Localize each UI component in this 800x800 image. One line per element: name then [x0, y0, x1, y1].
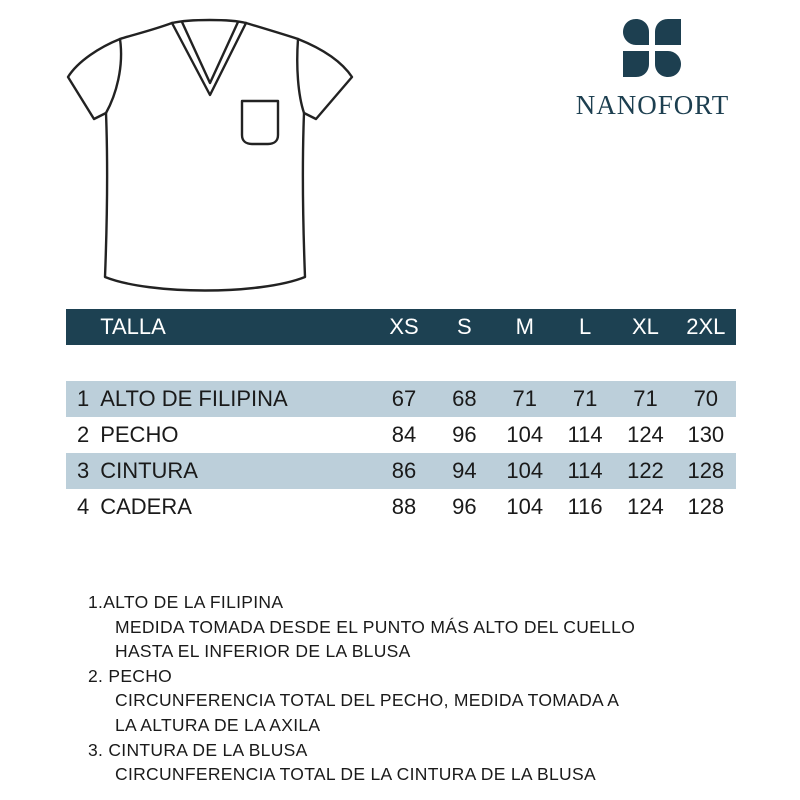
row-value: 124 — [627, 494, 664, 519]
measurement-notes — [88, 590, 635, 787]
row-value: 96 — [452, 494, 477, 519]
table-row — [66, 381, 736, 417]
note-line: CIRCUNFERENCIA TOTAL DEL PECHO, MEDIDA TOMADA A — [115, 690, 620, 711]
table-row — [66, 489, 736, 525]
row-value: 104 — [506, 494, 544, 519]
row-value: 88 — [391, 494, 417, 519]
row-value: 130 — [687, 422, 725, 447]
header-size: M — [495, 309, 555, 345]
row-label: PECHO — [100, 422, 179, 447]
row-number: 1 — [66, 381, 100, 417]
header-size: XL — [615, 309, 675, 345]
brand-name: NANOFORT — [575, 90, 730, 120]
table-header-row — [66, 309, 736, 345]
table-row — [66, 417, 736, 453]
row-value: 96 — [452, 422, 477, 447]
note-title: 3. CINTURA DE LA BLUSA — [88, 739, 308, 760]
row-value: 122 — [615, 453, 675, 489]
row-value: 114 — [567, 422, 603, 447]
row-value: 67 — [374, 381, 434, 417]
header-size: S — [434, 309, 494, 345]
row-value: 84 — [391, 422, 417, 447]
row-number: 3 — [66, 453, 100, 489]
row-value: 116 — [567, 494, 603, 519]
note-line: CIRCUNFERENCIA TOTAL DE LA CINTURA DE LA BLUSA — [115, 764, 596, 785]
row-label: CADERA — [100, 494, 192, 519]
v-neck-scrub-top-icon — [60, 15, 360, 300]
size-chart-table — [66, 309, 736, 525]
note-title: 2. PECHO — [88, 665, 173, 686]
row-number: 2 — [76, 422, 90, 447]
note-title: 1.ALTO DE LA FILIPINA — [88, 592, 284, 612]
row-value: 71 — [555, 381, 615, 417]
row-value: 94 — [434, 453, 494, 489]
header-size: L — [555, 309, 615, 345]
header-size: XS — [374, 309, 434, 345]
row-value: 68 — [434, 381, 494, 417]
table-row — [66, 453, 736, 489]
header-talla: TALLA — [100, 309, 374, 345]
note-line: HASTA EL INFERIOR DE LA BLUSA — [115, 641, 411, 662]
row-number: 4 — [76, 494, 90, 519]
row-value: 124 — [627, 422, 664, 447]
four-square-logo-icon — [622, 18, 682, 78]
note-line: LA ALTURA DE LA AXILA — [115, 714, 321, 735]
header-size: 2XL — [676, 309, 736, 345]
row-value: 128 — [676, 453, 736, 489]
header-spacer — [66, 309, 100, 345]
brand-logo — [565, 12, 740, 127]
row-value: 86 — [374, 453, 434, 489]
row-value: 104 — [506, 422, 544, 447]
row-value: 128 — [687, 494, 725, 519]
row-label: ALTO DE FILIPINA — [100, 381, 374, 417]
note-line: MEDIDA TOMADA DESDE EL PUNTO MÁS ALTO DEL CUELLO — [115, 616, 636, 637]
row-label: CINTURA — [100, 453, 374, 489]
row-value: 71 — [495, 381, 555, 417]
row-value: 104 — [495, 453, 555, 489]
row-value: 70 — [676, 381, 736, 417]
row-value: 114 — [555, 453, 615, 489]
row-value: 71 — [615, 381, 675, 417]
